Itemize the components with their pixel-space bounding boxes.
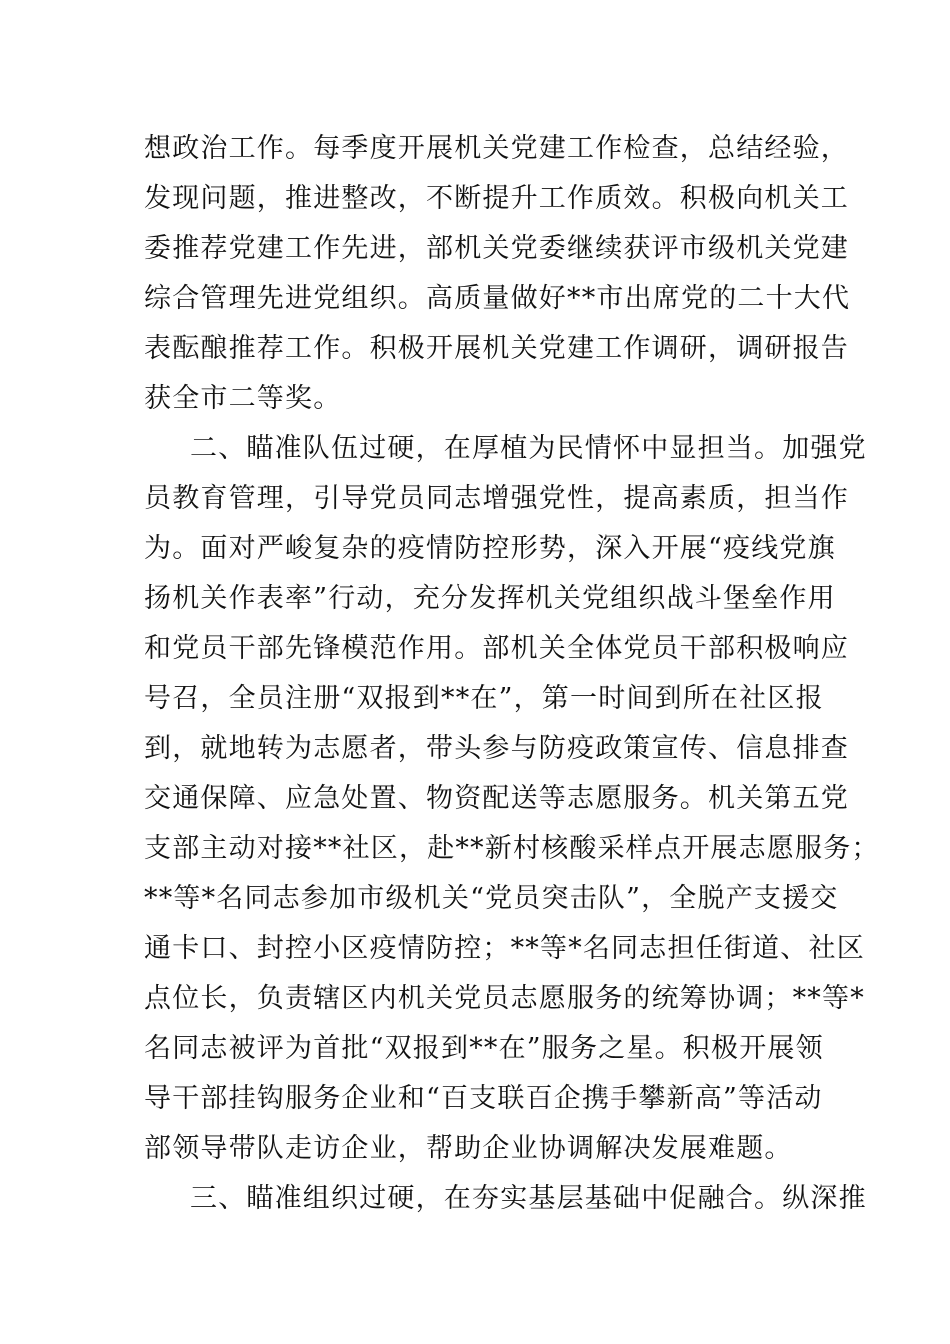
text-line: 点位长，负责辖区内机关党员志愿服务的统筹协调；**等* [144,983,865,1014]
text-line: 为。面对严峻复杂的疫情防控形势，深入开展“疫线党旗 [144,533,836,564]
text-line: 通卡口、封控小区疫情防控；**等*名同志担任街道、社区 [144,933,865,964]
text-line: 综合管理先进党组织。高质量做好**市出席党的二十大代 [144,283,851,314]
text-line: 想政治工作。每季度开展机关党建工作检查，总结经验， [144,133,849,164]
text-line: 扬机关作表率”行动，充分发挥机关党组织战斗堡垒作用 [144,583,836,614]
text-line: 发现问题，推进整改，不断提升工作质效。积极向机关工 [144,183,849,214]
text-line: 委推荐党建工作先进，部机关党委继续获评市级机关党建 [144,233,849,264]
section-heading-line: 二、瞄准队伍过硬，在厚植为民情怀中显担当。加强党 [190,433,867,464]
text-line: 和党员干部先锋模范作用。部机关全体党员干部积极响应 [144,633,849,664]
text-line: 名同志被评为首批“双报到**在”服务之星。积极开展领 [144,1033,824,1064]
text-line: 支部主动对接**社区，赴**新村核酸采样点开展志愿服务； [144,833,880,864]
text-line: 号召，全员注册“双报到**在”，第一时间到所在社区报 [144,683,824,714]
section-heading-line: 三、瞄准组织过硬，在夯实基层基础中促融合。纵深推 [190,1183,867,1214]
text-line: **等*名同志参加市级机关“党员突击队”，全脱产支援交 [144,883,839,914]
text-line: 交通保障、应急处置、物资配送等志愿服务。机关第五党 [144,783,849,814]
text-line: 表酝酿推荐工作。积极开展机关党建工作调研，调研报告 [144,333,849,364]
text-line: 导干部挂钩服务企业和“百支联百企携手攀新高”等活动 [144,1083,823,1114]
text-line: 到，就地转为志愿者，带头参与防疫政策宣传、信息排查 [144,733,849,764]
text-line: 获全市二等奖。 [144,383,342,414]
text-line: 部领导带队走访企业，帮助企业协调解决发展难题。 [144,1133,793,1164]
text-line: 员教育管理，引导党员同志增强党性，提高素质，担当作 [144,483,849,514]
